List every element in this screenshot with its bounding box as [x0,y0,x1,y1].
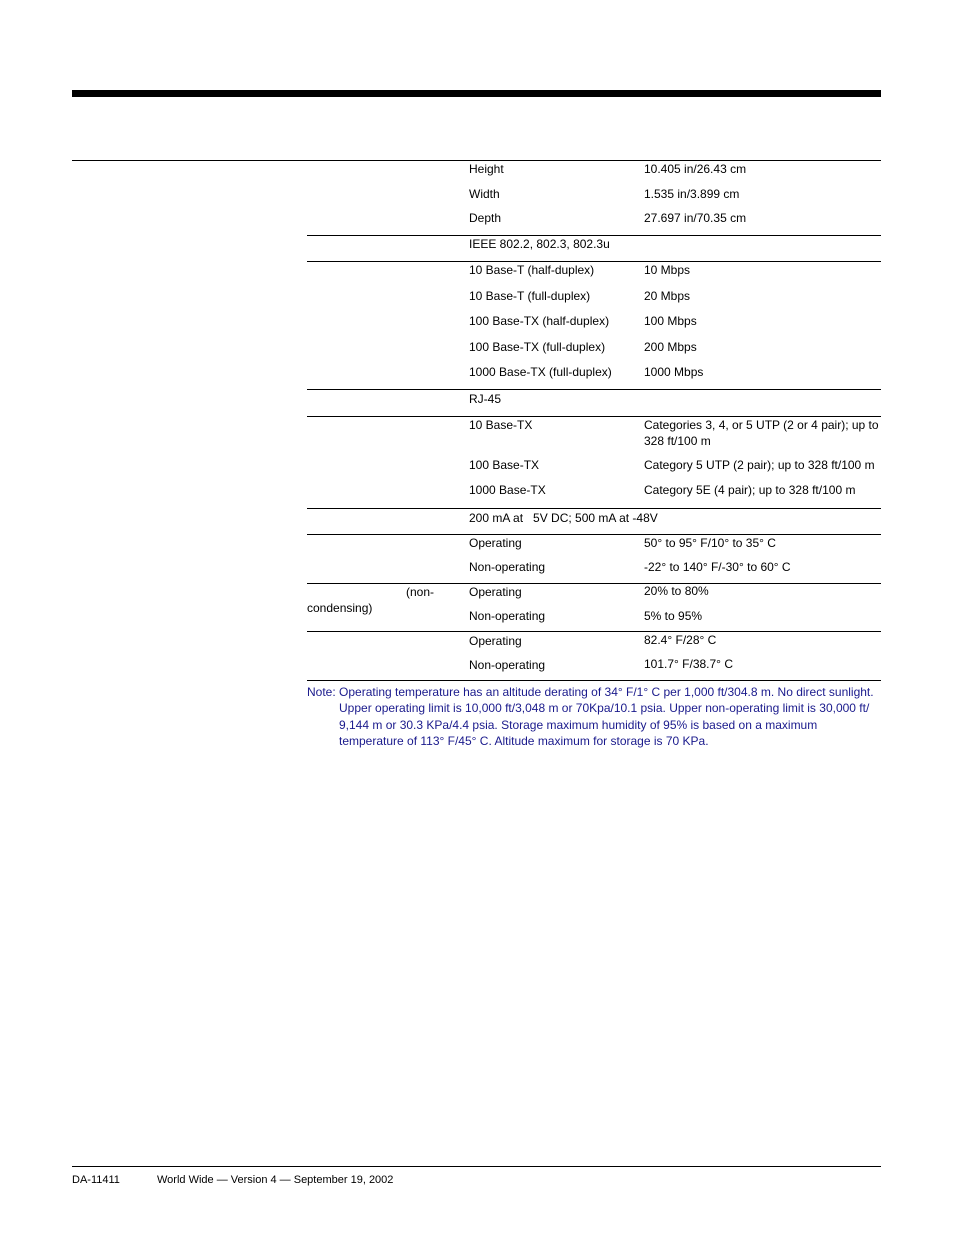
note-lead: Note: Operating temperature has an altitude derating of 34° F/1° C per 1,000 ft/304.8 m. No direct sunlight. [307,685,874,699]
humidity-param-label-continued: condensing) [307,601,373,615]
row-divider [307,389,881,390]
footer-rule [72,1166,881,1167]
cabling-label: 100 Base-TX [469,458,540,472]
row-divider [307,508,881,509]
cabling-value: Category 5E (4 pair); up to 328 ft/100 m [644,483,856,497]
row-divider [307,235,881,236]
humidity-value: 20% to 80% [644,584,709,598]
wet-bulb-value: 101.7° F/38.7° C [644,657,733,671]
humidity-value: 5% to 95% [644,609,703,623]
dimension-value: 27.697 in/70.35 cm [644,211,747,225]
temperature-label: Operating [469,536,522,550]
humidity-param-label: (non- [406,585,435,599]
row-divider [307,534,881,535]
speed-value: 10 Mbps [644,263,691,277]
row-divider [307,261,881,262]
speed-value: 20 Mbps [644,289,691,303]
cabling-value: Category 5 UTP (2 pair); up to 328 ft/100 m [644,458,875,472]
speed-value: 200 Mbps [644,340,697,354]
humidity-label: Non-operating [469,609,546,623]
note-body: Upper operating limit is 10,000 ft/3,048 m or 70Kpa/10.1 psia. Upper non-operating limit is 30,000 ft/ 9,144 m or 30.3 KPa/4.4 psia. Storage maximum humidity of 95% is based on a maximum temperature of 113° F/45° C. Altitude maximum for storage is 70 KPa. [339,701,870,748]
temperature-value: -22° to 140° F/-30° to 60° C [644,560,791,574]
row-divider [307,416,881,417]
footer-doc-number: DA-11411 [72,1174,120,1186]
cabling-label: 1000 Base-TX [469,483,546,497]
footer-version: World Wide — Version 4 — September 19, 2002 [157,1174,394,1186]
humidity-label: Operating [469,585,522,599]
wet-bulb-label: Non-operating [469,658,546,672]
speed-label: 10 Base-T (full-duplex) [469,289,591,303]
speed-value: 100 Mbps [644,314,697,328]
cabling-value-continued: 328 ft/100 m [644,434,711,448]
header-bar [72,90,881,97]
power-value: 200 mA at 5V DC; 500 mA at -48V [469,511,658,525]
dimension-label: Depth [469,211,502,225]
table-note [307,684,882,749]
cabling-value: Categories 3, 4, or 5 UTP (2 or 4 pair); up to [644,418,879,432]
dimension-value: 1.535 in/3.899 cm [644,187,740,201]
speed-value: 1000 Mbps [644,365,704,379]
temperature-label: Non-operating [469,560,546,574]
table-top-rule [72,160,881,161]
wet-bulb-value: 82.4° F/28° C [644,633,717,647]
cabling-label: 10 Base-TX [469,418,533,432]
temperature-value: 50° to 95° F/10° to 35° C [644,536,776,550]
dimension-value: 10.405 in/26.43 cm [644,162,747,176]
table-bottom-rule [307,680,881,681]
connector-value: RJ-45 [469,392,502,406]
speed-label: 1000 Base-TX (full-duplex) [469,365,612,379]
speed-label: 10 Base-T (half-duplex) [469,263,595,277]
speed-label: 100 Base-TX (half-duplex) [469,314,610,328]
standards-value: IEEE 802.2, 802.3, 802.3u [469,237,610,251]
dimension-label: Height [469,162,504,176]
wet-bulb-label: Operating [469,634,522,648]
dimension-label: Width [469,187,500,201]
row-divider [307,631,881,632]
row-divider [307,583,881,584]
speed-label: 100 Base-TX (full-duplex) [469,340,606,354]
